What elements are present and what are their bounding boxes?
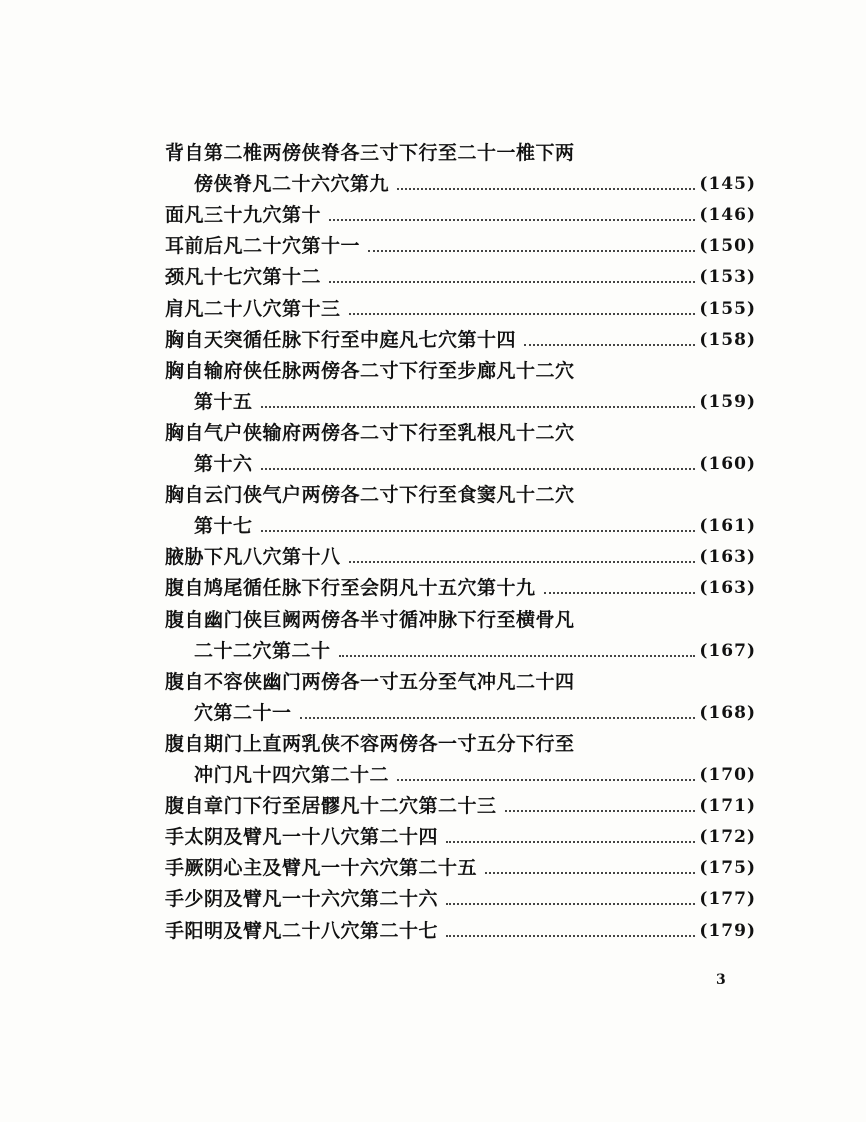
toc-line — [165, 418, 575, 448]
toc-entry-title: 腋胁下凡八穴第十八 — [165, 546, 341, 569]
toc-entry-title: 穴第二十一 — [194, 701, 292, 724]
toc-line — [165, 480, 575, 510]
toc-line — [165, 231, 756, 261]
dot-leader — [329, 219, 695, 221]
dot-leader — [261, 530, 696, 532]
dot-leader — [339, 655, 696, 657]
dot-leader — [368, 250, 695, 252]
toc-entry-page: (145) — [699, 174, 756, 195]
dot-leader — [485, 872, 695, 874]
toc-line — [165, 200, 756, 230]
toc-entry-page: (153) — [699, 267, 756, 288]
toc-line — [165, 884, 756, 914]
dot-leader — [349, 561, 696, 563]
dot-leader — [349, 313, 696, 315]
toc-line — [165, 542, 756, 572]
toc-entry-title: 腹自章门下行至居髎凡十二穴第二十三 — [165, 795, 497, 818]
toc-entry-title: 手少阴及臂凡一十六穴第二十六 — [165, 888, 439, 911]
toc-entry-title: 腹自鸠尾循任脉下行至会阴凡十五穴第十九 — [165, 577, 536, 600]
toc-entry-page: (168) — [699, 702, 756, 723]
toc-entry-title: 手厥阴心主及臂凡一十六穴第二十五 — [165, 857, 478, 880]
toc-line — [165, 294, 756, 324]
toc-entry-page: (160) — [699, 454, 756, 474]
toc-line — [194, 387, 756, 417]
toc-entry-page: (163) — [699, 578, 756, 599]
toc-line — [165, 853, 756, 883]
toc-line — [165, 138, 575, 168]
toc-line — [165, 573, 756, 603]
toc-entry-title: 冲门凡十四穴第二十二 — [194, 764, 390, 786]
toc-entry-title: 第十五 — [194, 390, 253, 413]
toc-line — [194, 449, 756, 479]
toc-line — [194, 636, 756, 666]
toc-line — [165, 729, 575, 759]
toc-entry-title: 面凡三十九穴第十 — [165, 204, 322, 227]
toc-entry-page: (171) — [699, 796, 756, 817]
toc-line — [165, 605, 575, 635]
toc-entry-page: (167) — [699, 640, 756, 661]
toc-entry-title: 二十二穴第二十 — [194, 639, 331, 662]
toc-entry-page: (150) — [699, 236, 756, 257]
toc-entry-title: 胸自输府侠任脉两傍各二寸下行至步廊凡十二穴 — [165, 359, 575, 382]
dot-leader — [446, 935, 695, 937]
toc-entry-title: 胸自气户侠输府两傍各二寸下行至乳根凡十二穴 — [165, 421, 575, 444]
dot-leader — [446, 903, 695, 905]
toc-entry-page: (146) — [699, 205, 756, 226]
toc-entry-title: 腹自期门上直两乳侠不容两傍各一寸五分下行至 — [165, 732, 575, 755]
toc-line — [165, 262, 756, 292]
toc-entry-page: (175) — [699, 858, 756, 879]
toc-entry-page: (163) — [699, 547, 756, 568]
dot-leader — [446, 841, 695, 843]
toc-entry-title: 背自第二椎两傍侠脊各三寸下行至二十一椎下两 — [165, 142, 575, 164]
page-number: 3 — [716, 972, 726, 988]
toc-entry-page: (177) — [699, 889, 756, 910]
toc-entry-page: (179) — [699, 920, 756, 941]
dot-leader — [397, 188, 695, 190]
dot-leader — [524, 344, 695, 346]
toc-entry-page: (155) — [699, 298, 756, 319]
toc-entry-title: 胸自天突循任脉下行至中庭凡七穴第十四 — [165, 328, 517, 351]
dot-leader — [300, 717, 696, 719]
toc-entry-title: 肩凡二十八穴第十三 — [165, 297, 341, 320]
dot-leader — [397, 779, 695, 781]
toc-entry-title: 腹自幽门侠巨阙两傍各半寸循冲脉下行至横骨凡 — [165, 608, 575, 631]
toc-entry-title: 腹自不容侠幽门两傍各一寸五分至气冲凡二十四 — [165, 670, 575, 693]
dot-leader — [505, 810, 696, 812]
toc-line — [165, 667, 575, 697]
toc-entry-title: 胸自云门侠气户两傍各二寸下行至食窦凡十二穴 — [165, 484, 575, 507]
dot-leader — [544, 592, 696, 594]
toc-entry-title: 手阳明及臂凡二十八穴第二十七 — [165, 919, 439, 942]
dot-leader — [261, 468, 696, 470]
toc-line — [165, 325, 756, 355]
toc-entry-title: 手太阴及臂凡一十八穴第二十四 — [165, 826, 439, 849]
dot-leader — [329, 281, 695, 283]
toc-line — [165, 916, 756, 946]
toc-entry-page: (161) — [699, 516, 756, 537]
toc-line — [194, 169, 756, 199]
toc-entry-title: 第十七 — [194, 515, 253, 538]
toc-entry-page: (159) — [699, 391, 756, 412]
toc-line — [194, 698, 756, 728]
dot-leader — [261, 406, 696, 408]
toc-entry-title: 颈凡十七穴第十二 — [165, 266, 322, 289]
toc-line — [194, 760, 756, 790]
toc-line — [194, 511, 756, 541]
toc-entry-page: (170) — [699, 765, 756, 785]
toc-line — [165, 356, 575, 386]
toc-entry-title: 傍侠脊凡二十六穴第九 — [194, 173, 390, 196]
toc-entry-title: 耳前后凡二十穴第十一 — [165, 235, 361, 258]
toc-entry-page: (158) — [699, 329, 756, 350]
toc-line — [165, 822, 756, 852]
toc-entry-page: (172) — [699, 827, 756, 848]
toc-entry-title: 第十六 — [194, 453, 253, 475]
toc-line — [165, 791, 756, 821]
